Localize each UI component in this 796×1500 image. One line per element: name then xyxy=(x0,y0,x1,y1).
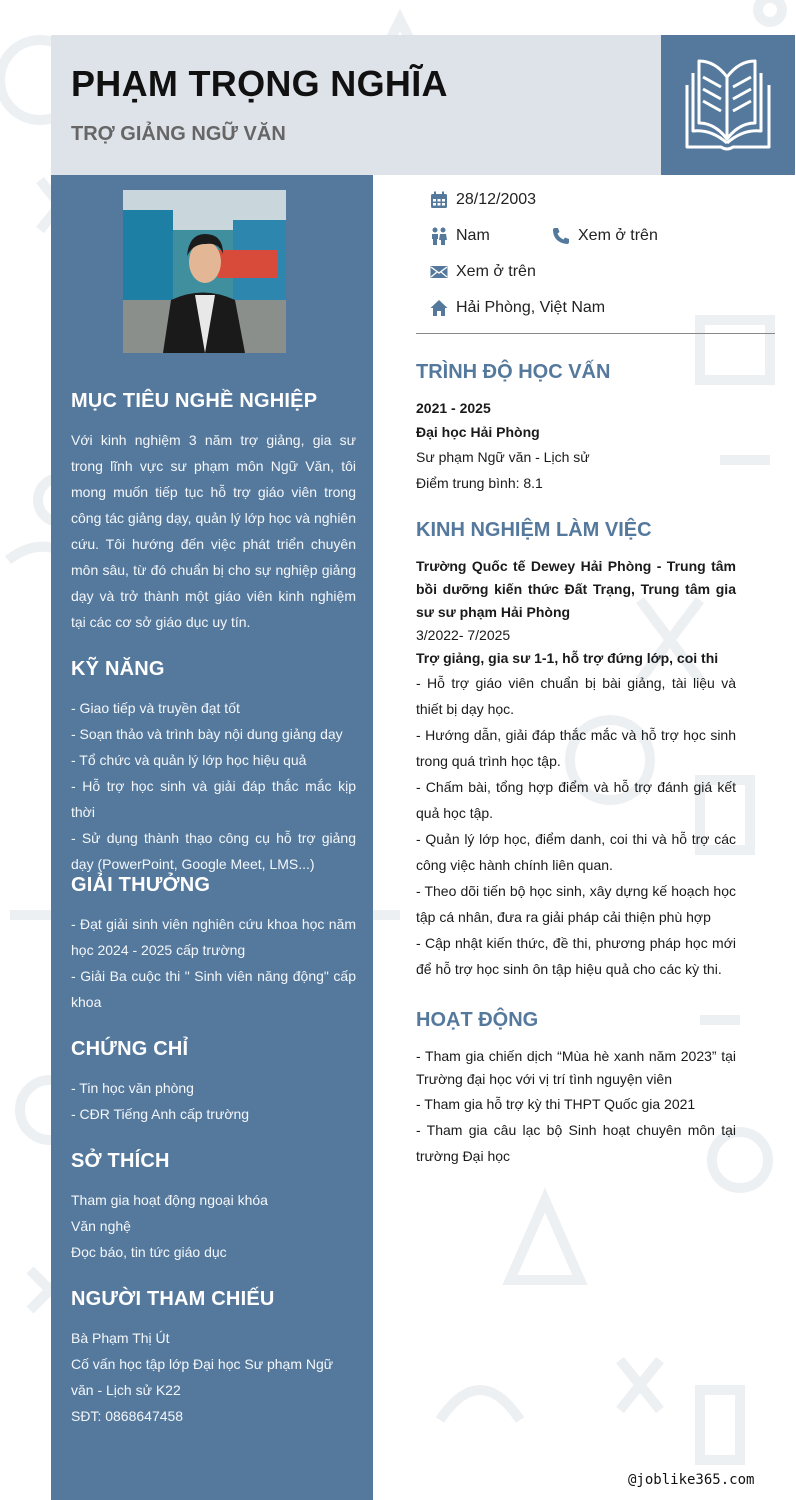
open-book-icon xyxy=(681,57,775,153)
list-item: - Tham gia câu lạc bộ Sinh hoạt chuyên môn tại trường Đại học xyxy=(416,1122,736,1164)
education-section xyxy=(416,396,736,496)
gender-icon xyxy=(430,227,448,245)
skills-section xyxy=(71,658,356,877)
education-major: Sư phạm Ngữ văn - Lịch sử xyxy=(416,449,590,465)
list-item: - Chấm bài, tổng hợp điểm và hỗ trợ đánh giá kết quả học tập. xyxy=(416,779,736,821)
objective-section xyxy=(71,390,356,635)
watermark: @joblike365.com xyxy=(628,1472,755,1488)
list-item: - Tin học văn phòng xyxy=(71,1080,194,1096)
contact-phone xyxy=(552,227,658,245)
certificates-title: CHỨNG CHỈ xyxy=(71,1038,189,1060)
list-item: - Quản lý lớp học, điểm danh, coi thi và hỗ trợ các công việc hành chính liên quan. xyxy=(416,831,736,873)
contact-address xyxy=(430,299,605,317)
header xyxy=(51,35,661,175)
list-item: - Tham gia chiến dịch “Mùa hè xanh năm 2023” tại Trường đại học với vị trí tình nguyện viên xyxy=(416,1048,736,1087)
list-item: SĐT: 0868647458 xyxy=(71,1408,184,1424)
list-item: - Hỗ trợ giáo viên chuẩn bị bài giảng, tài liệu và thiết bị dạy học. xyxy=(416,675,736,717)
list-item: - Theo dõi tiến bộ học sinh, xây dựng kế hoạch học tập cá nhân, đưa ra giải pháp cải thiện phù hợp xyxy=(416,883,736,925)
list-item: - Đạt giải sinh viên nghiên cứu khoa học năm học 2024 - 2025 cấp trường xyxy=(71,916,356,958)
list-item: - Hướng dẫn, giải đáp thắc mắc và hỗ trợ học sinh trong quá trình học tập. xyxy=(416,727,736,769)
objective-text: Với kinh nghiệm 3 năm trợ giảng, gia sư trong lĩnh vực sư phạm môn Ngữ Văn, tôi mong muốn tiếp tục hỗ trợ giáo viên trong công tác giảng dạy, quản lý lớp học và nghiên cứu. Tôi hướng đến việc phát triển chuyên môn sâu, từ đó chuẩn bị cho sự nghiệp giảng dạy và trở thành một giáo viên kinh nghiệm tại các cơ sở giáo dục uy tín. xyxy=(71,432,356,630)
sidebar xyxy=(51,175,373,1500)
gender-text: Nam xyxy=(456,227,490,244)
experience-period: 3/2022- 7/2025 xyxy=(416,627,511,643)
activities-section xyxy=(416,1045,736,1169)
header-icon-box xyxy=(661,35,795,175)
phone-icon xyxy=(552,227,570,245)
experience-role: Trợ giảng, gia sư 1-1, hỗ trợ đứng lớp, coi thi xyxy=(416,650,719,666)
list-item: - CĐR Tiếng Anh cấp trường xyxy=(71,1106,250,1122)
calendar-icon xyxy=(430,191,448,209)
list-item: - Giao tiếp và truyền đạt tốt xyxy=(71,700,240,716)
address-text: Hải Phòng, Việt Nam xyxy=(456,299,606,316)
home-icon xyxy=(430,299,448,317)
awards-title: GIẢI THƯỞNG xyxy=(71,874,211,896)
birthday-text: 28/12/2003 xyxy=(456,191,537,208)
list-item: - Tham gia hỗ trợ kỳ thi THPT Quốc gia 2021 xyxy=(416,1096,696,1112)
awards-section xyxy=(71,874,356,1015)
education-school: Đại học Hải Phòng xyxy=(416,424,540,440)
list-item: - Tổ chức và quản lý lớp học hiệu quả xyxy=(71,752,307,768)
list-item: - Giải Ba cuộc thi " Sinh viên năng động" cấp khoa xyxy=(71,968,356,1010)
list-item: Văn nghệ xyxy=(71,1218,131,1234)
experience-title: KINH NGHIỆM LÀM VIỆC xyxy=(416,519,652,541)
education-gpa: Điểm trung bình: 8.1 xyxy=(416,475,543,491)
avatar xyxy=(123,190,286,353)
education-period: 2021 - 2025 xyxy=(416,400,491,416)
list-item: - Cập nhật kiến thức, đề thi, phương pháp học mới để hỗ trợ học sinh ôn tập hiệu quả cho các kỳ thi. xyxy=(416,935,736,977)
skills-title: KỸ NĂNG xyxy=(71,658,165,680)
objective-title: MỤC TIÊU NGHỀ NGHIỆP xyxy=(71,390,318,412)
references-section xyxy=(71,1288,356,1429)
email-text: Xem ở trên xyxy=(456,263,536,280)
contact-gender xyxy=(430,227,490,245)
references-title: NGƯỜI THAM CHIẾU xyxy=(71,1288,275,1310)
list-item: - Hỗ trợ học sinh và giải đáp thắc mắc kịp thời xyxy=(71,778,356,820)
certificates-section xyxy=(71,1038,356,1127)
mail-icon xyxy=(430,263,448,281)
list-item: Bà Phạm Thị Út xyxy=(71,1330,170,1346)
list-item: - Sử dụng thành thạo công cụ hỗ trợ giảng dạy (PowerPoint, Google Meet, LMS...) xyxy=(71,830,356,872)
candidate-name: PHẠM TRỌNG NGHĨA xyxy=(71,63,448,104)
divider xyxy=(416,333,775,334)
list-item: Cố vấn học tập lớp Đại học Sư phạm Ngữ văn - Lịch sử K22 xyxy=(71,1356,334,1398)
hobbies-section xyxy=(71,1150,356,1265)
phone-text: Xem ở trên xyxy=(578,227,658,244)
contact-birthday xyxy=(430,191,536,209)
contact-email xyxy=(430,263,536,281)
activities-title: HOẠT ĐỘNG xyxy=(416,1009,539,1031)
list-item: Tham gia hoạt động ngoại khóa xyxy=(71,1192,268,1208)
list-item: - Soạn thảo và trình bày nội dung giảng dạy xyxy=(71,726,343,742)
position-title: TRỢ GIẢNG NGỮ VĂN xyxy=(71,123,286,145)
experience-company: Trường Quốc tế Dewey Hải Phòng - Trung tâm bồi dưỡng kiến thức Đất Trạng, Trung tâm gia sư sư phạm Hải Phòng xyxy=(416,558,736,620)
education-title: TRÌNH ĐỘ HỌC VẤN xyxy=(416,361,611,383)
list-item: Đọc báo, tin tức giáo dục xyxy=(71,1244,227,1260)
experience-section xyxy=(416,555,736,982)
hobbies-title: SỞ THÍCH xyxy=(71,1150,170,1172)
